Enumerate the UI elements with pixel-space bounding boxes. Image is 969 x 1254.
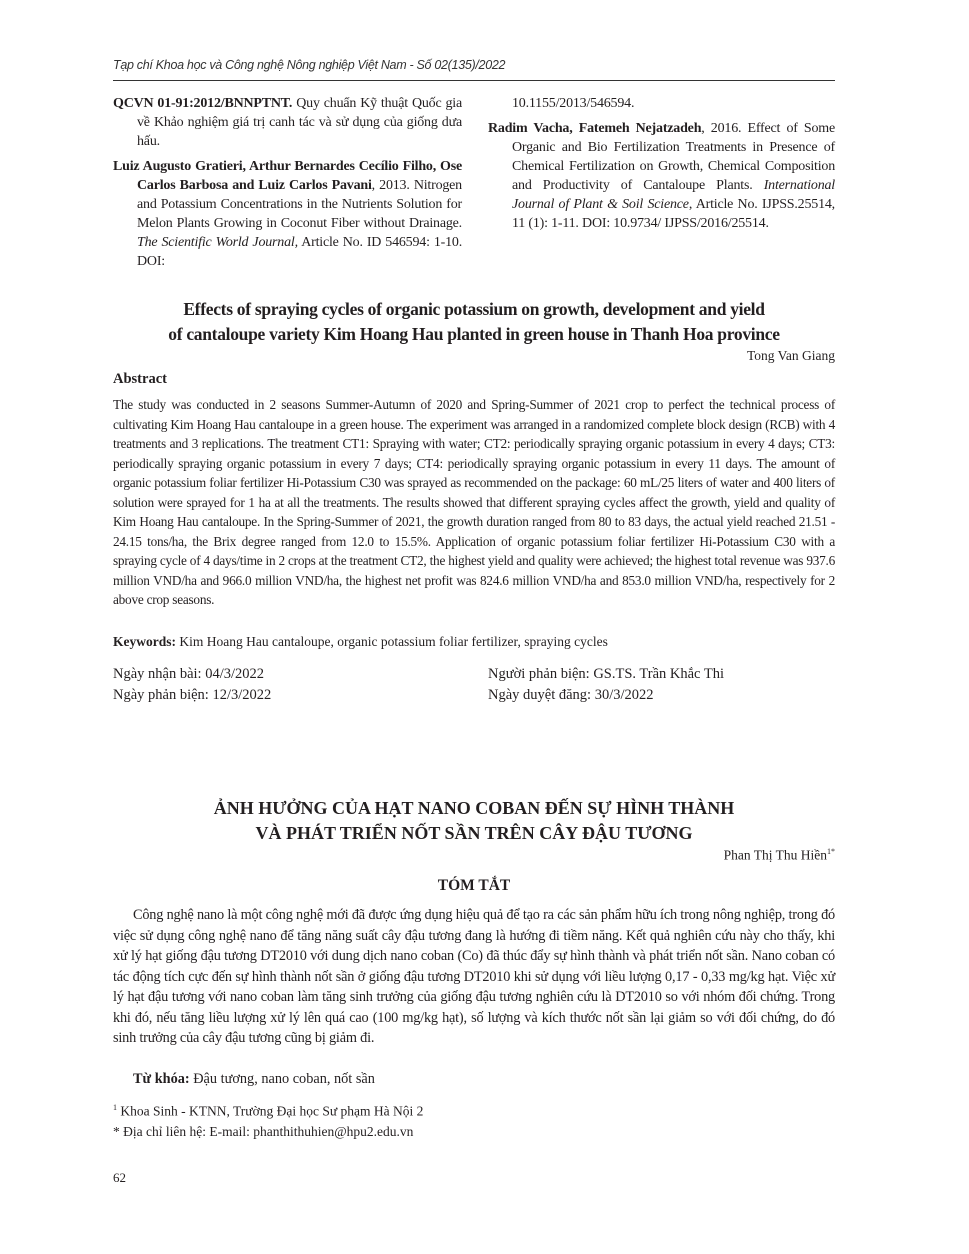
reference-tail: Article No. ID 546594: 1-10. DOI: bbox=[137, 235, 462, 269]
reference-item bbox=[488, 119, 835, 233]
keywords-text: Kim Hoang Hau cantaloupe, organic potassium foliar fertilizer, spraying cycles bbox=[176, 634, 608, 649]
vietnamese-author bbox=[724, 847, 835, 864]
received-date: Ngày nhận bài: 04/3/2022 bbox=[113, 666, 265, 682]
approval-date: Ngày duyệt đăng: 30/3/2022 bbox=[488, 687, 654, 703]
header-rule bbox=[113, 80, 835, 81]
vietnamese-title-line: VÀ PHÁT TRIỂN NỐT SẦN TRÊN CÂY ĐẬU TƯƠNG bbox=[255, 823, 693, 843]
reference-continuation: 10.1155/2013/546594. bbox=[512, 96, 635, 111]
reference-authors: QCVN 01-91:2012/BNNPTNT. bbox=[113, 96, 293, 111]
journal-header: Tạp chí Khoa học và Công nghệ Nông nghiệp Việt Nam - Số 02(135)/2022 bbox=[113, 58, 506, 72]
english-keywords bbox=[113, 634, 608, 650]
reviewer: Người phản biện: GS.TS. Trần Khắc Thi bbox=[488, 666, 724, 682]
reference-item bbox=[113, 94, 462, 151]
reference-text: , 2013. Nitrogen and Potassium Concentrations in the Nutrients Solution for Melon Plants Growing in Coconut Fiber without Drainage. bbox=[137, 178, 462, 231]
reference-text: , 2016. Effect of Some Organic and Bio Fertilization Treatments in Presence of Chemical Fertilization on Growth, Chemical Composition and Productivity of Cantaloupe Plants. bbox=[512, 121, 835, 193]
summary-heading: TÓM TẮT bbox=[437, 877, 511, 894]
summary-text: Công nghệ nano là một công nghệ mới đã được ứng dụng hiệu quả để tạo ra các sản phẩm hữu ích trong nông nghiệp, trong đó việc sử dụng công nghệ nano để tăng năng suất cây đậu tương đang là hướng đi tiềm năng. Kết quả nghiên cứu này cho thấy, khi xử lý hạt giống đậu tương DT2010 với dung dịch nano coban (Co) đã thúc đẩy sự hình thành và phát triển nốt sần. Nano coban có tác động tích cực đến sự hình thành nốt sần ở giống đậu tương DT2010 khi sử dụng với liều lượng 0,17 - 0,33 mg/kg hạt. Việc xử lý hạt đậu tương với nano coban làm tăng sinh trưởng của giống đậu tương nghiên cứu là DT2010 so với nhóm đối chứng. Trong khi đó, nếu tăng liều lượng xử lý lên quá cao (100 mg/kg hạt), số lượng và kích thước nốt sần lại giảm so với đối chứng, do đó sinh trưởng của cây đậu tương cũng bị giảm đi. bbox=[113, 907, 835, 1046]
affiliation-text: Khoa Sinh - KTNN, Trường Đại học Sư phạm Hà Nội 2 bbox=[117, 1103, 424, 1119]
author-mark: 1* bbox=[827, 847, 835, 856]
english-title-line: Effects of spraying cycles of organic potassium on growth, development and yield bbox=[183, 299, 765, 319]
footnote-mark: 1 bbox=[113, 1103, 117, 1112]
english-author: Tong Van Giang bbox=[746, 348, 835, 363]
keywords-text: Đậu tương, nano coban, nốt sần bbox=[189, 1071, 375, 1087]
references-right-column bbox=[488, 94, 835, 239]
page-number: 62 bbox=[113, 1170, 126, 1185]
footnote-contact: * Địa chỉ liên hệ: E-mail: phanthithuhien@hpu2.edu.vn bbox=[113, 1124, 414, 1139]
english-title bbox=[113, 297, 835, 347]
reference-item bbox=[113, 157, 462, 271]
vietnamese-keywords bbox=[133, 1071, 375, 1088]
reference-authors: Radim Vacha, Fatemeh Nejatzadeh bbox=[488, 121, 702, 136]
review-date: Ngày phản biện: 12/3/2022 bbox=[113, 687, 272, 703]
vietnamese-title bbox=[113, 796, 835, 846]
dates-left bbox=[113, 664, 271, 706]
dates-right bbox=[488, 664, 724, 706]
keywords-label: Keywords: bbox=[113, 634, 176, 649]
references-left-column bbox=[113, 94, 462, 277]
reference-tail: , Article No. IJPSS.25514, 11 (1): 1-11. DOI: 10.9734/ IJPSS/2016/25514. bbox=[512, 197, 835, 231]
abstract-heading: Abstract bbox=[113, 371, 167, 387]
english-title-line: of cantaloupe variety Kim Hoang Hau planted in green house in Thanh Hoa province bbox=[168, 324, 780, 344]
vietnamese-title-line: ẢNH HƯỞNG CỦA HẠT NANO COBAN ĐẾN SỰ HÌNH THÀNH bbox=[213, 798, 735, 818]
reference-journal: International Journal of Plant & Soil Science bbox=[512, 178, 835, 212]
keywords-label: Từ khóa: bbox=[133, 1071, 190, 1087]
author-name: Phan Thị Thu Hiền bbox=[723, 847, 827, 863]
reference-authors: Luiz Augusto Gratieri, Arthur Bernardes Cecílio Filho, Ose Carlos Barbosa and Luiz Carlos Pavani bbox=[113, 159, 462, 193]
footnote-affiliation bbox=[113, 1103, 423, 1120]
reference-journal: The Scientific World Journal, bbox=[137, 235, 298, 250]
abstract-text: The study was conducted in 2 seasons Summer-Autumn of 2020 and Spring-Summer of 2021 crop to perfect the technical process of cultivating Kim Hoang Hau cantaloupe in a green house. The experiment was arranged in a randomized complete block design (RCB) with 4 treatments and 3 replications. The treatment CT1: Spraying with water; CT2: periodically spraying organic potassium in every 4 days; CT3: periodically spraying organic potassium in every 7 days; CT4: periodically spraying organic potassium in every 11 days. The amount of organic potassium foliar fertilizer Hi-Potassium C30 was sprayed as recommended on the package: 60 mL/25 liters of water and 400 liters of solution were sprayed for 1 ha at all the treatments. The results showed that different spraying cycles affect the growth, yield and quality of Kim Hoang Hau cantaloupe. In the Spring-Summer of 2021, the growth duration ranged from 80 to 83 days, the actual yield reached 21.51 - 24.15 tons/ha, the Brix degree ranged from 12.0 to 15.5%. Application of organic potassium foliar fertilizer Hi-Potassium C30 with a spraying cycle of 4 days/time in 2 crops at the treatment CT2, the highest yield and quality were achieved; the highest total revenue was 937.6 million VND/ha and 966.0 million VND/ha, the highest net profit was 824.6 million VND/ha and 853.0 million VND/ha, respectively for 2 above crop seasons. bbox=[113, 397, 835, 607]
reference-text: Quy chuẩn Kỹ thuật Quốc gia về Khảo nghiệm giá trị canh tác và sử dụng của giống dưa hấu. bbox=[137, 96, 462, 149]
